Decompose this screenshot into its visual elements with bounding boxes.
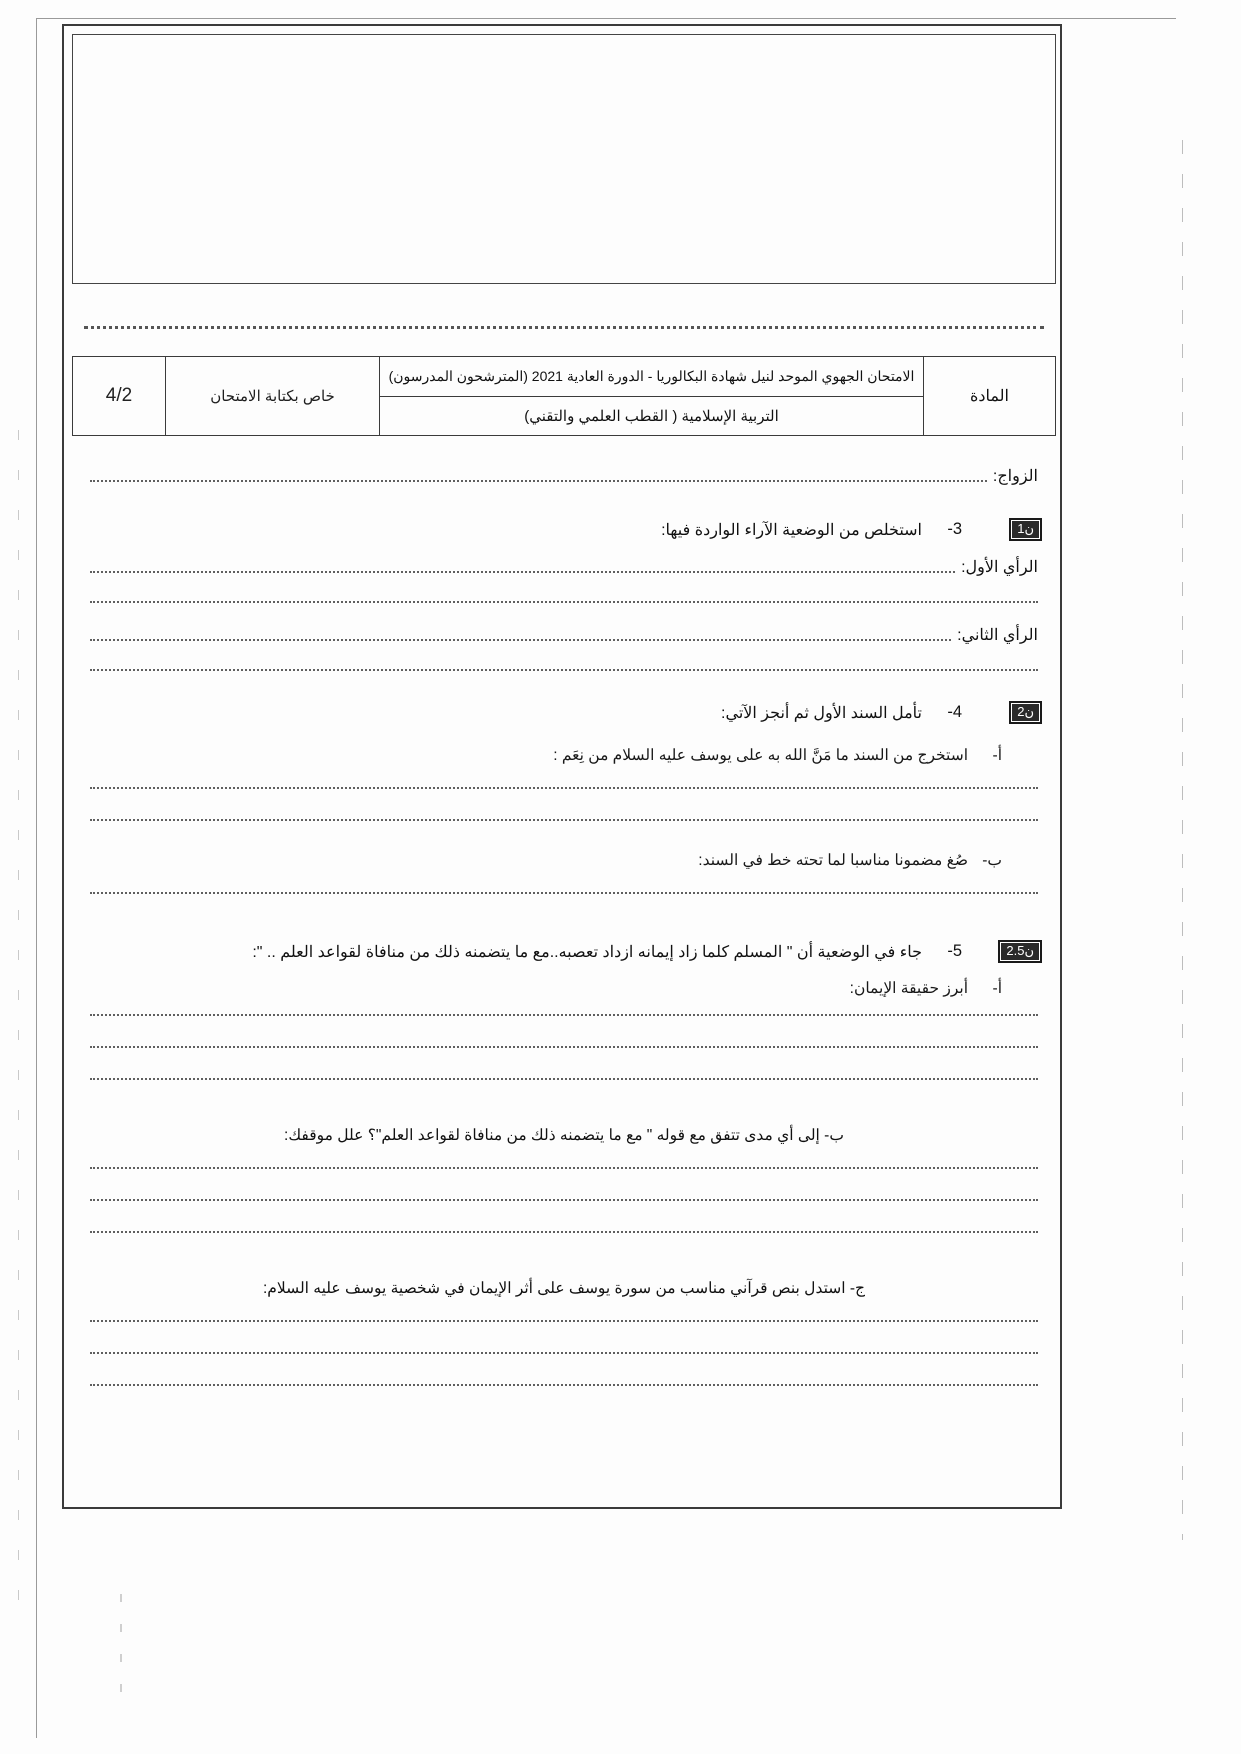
question-5-text: جاء في الوضعية أن " المسلم كلما زاد إيمانه ازداد تعصبه..مع ما يتضمنه ذلك من منافاة لقواعد العلم .. ":	[252, 943, 922, 961]
question-5-row	[72, 940, 1056, 963]
header-page-number: 4/2	[105, 385, 133, 406]
opinion-1-line	[72, 557, 1056, 579]
header-exam-title: الامتحان الجهوي الموحد لنيل شهادة البكالوريا - الدورة العادية 2021 (المترشحون المدرسون)	[380, 357, 923, 397]
exam-header-table	[72, 356, 1056, 436]
marriage-answer-line	[72, 466, 1056, 488]
question-5c-text: ج- استدل بنص قرآني مناسب من سورة يوسف على أثر الإيمان في شخصية يوسف عليه السلام:	[262, 1280, 866, 1297]
answer-dotted-line[interactable]	[90, 639, 951, 641]
question-5b-text: ب- إلى أي مدى تتفق مع قوله " مع ما يتضمنه ذلك من منافاة لقواعد العلم"؟ علل موقفك:	[284, 1127, 844, 1144]
scan-margin-right	[1182, 140, 1183, 1540]
separator-dotted-line	[84, 326, 1044, 329]
header-exam-info	[379, 357, 923, 435]
header-subject-value: التربية الإسلامية ( القطب العلمي والتقني)	[524, 407, 779, 425]
question-5-mark-badge: ن2.5	[998, 940, 1042, 963]
answer-dotted-line[interactable]	[90, 571, 955, 573]
question-4-number: 4-	[947, 703, 962, 721]
exam-body	[72, 436, 1056, 1499]
header-secret-note: خاص بكتابة الامتحان	[165, 357, 379, 435]
answer-dotted-line[interactable]	[90, 1384, 1038, 1386]
question-4b-label: ب-	[982, 852, 1002, 869]
question-4-row	[72, 701, 1056, 724]
question-4b-row	[72, 851, 1056, 870]
student-info-box	[72, 34, 1056, 284]
question-4a-row	[72, 746, 1056, 765]
opinion-1-label: الرأي الأول:	[961, 559, 1038, 576]
scan-margin-left	[18, 430, 19, 1610]
opinion-2-line	[72, 625, 1056, 647]
answer-dotted-line[interactable]	[90, 480, 987, 482]
marriage-label: الزواج:	[992, 468, 1038, 485]
question-4a-label: أ-	[992, 747, 1002, 764]
question-5-number: 5-	[947, 942, 962, 960]
scan-edge-top	[36, 18, 1176, 19]
question-5a-text: أبرز حقيقة الإيمان:	[849, 980, 968, 997]
question-5a-row	[72, 979, 1056, 998]
question-4-text: تأمل السند الأول ثم أنجز الآتي:	[721, 704, 922, 722]
question-3-text: استخلص من الوضعية الآراء الواردة فيها:	[661, 521, 922, 539]
header-subject-label: المادة	[923, 357, 1055, 435]
question-4b-text: صُغ مضمونا مناسبا لما تحته خط في السند:	[698, 852, 968, 869]
question-3-row	[72, 518, 1056, 541]
question-4-mark-badge: ن2	[1009, 701, 1042, 724]
scan-footer-mark	[120, 1594, 122, 1714]
question-3-mark-badge: ن1	[1009, 518, 1042, 541]
scan-edge-left	[36, 18, 37, 1738]
question-5a-label: أ-	[992, 980, 1002, 997]
answer-sheet	[62, 24, 1062, 1509]
opinion-2-label: الرأي الثاني:	[957, 627, 1038, 644]
question-4a-text: استخرج من السند ما مَنَّ الله به على يوسف عليه السلام من نِعَم :	[553, 747, 968, 764]
question-3-number: 3-	[947, 520, 962, 538]
